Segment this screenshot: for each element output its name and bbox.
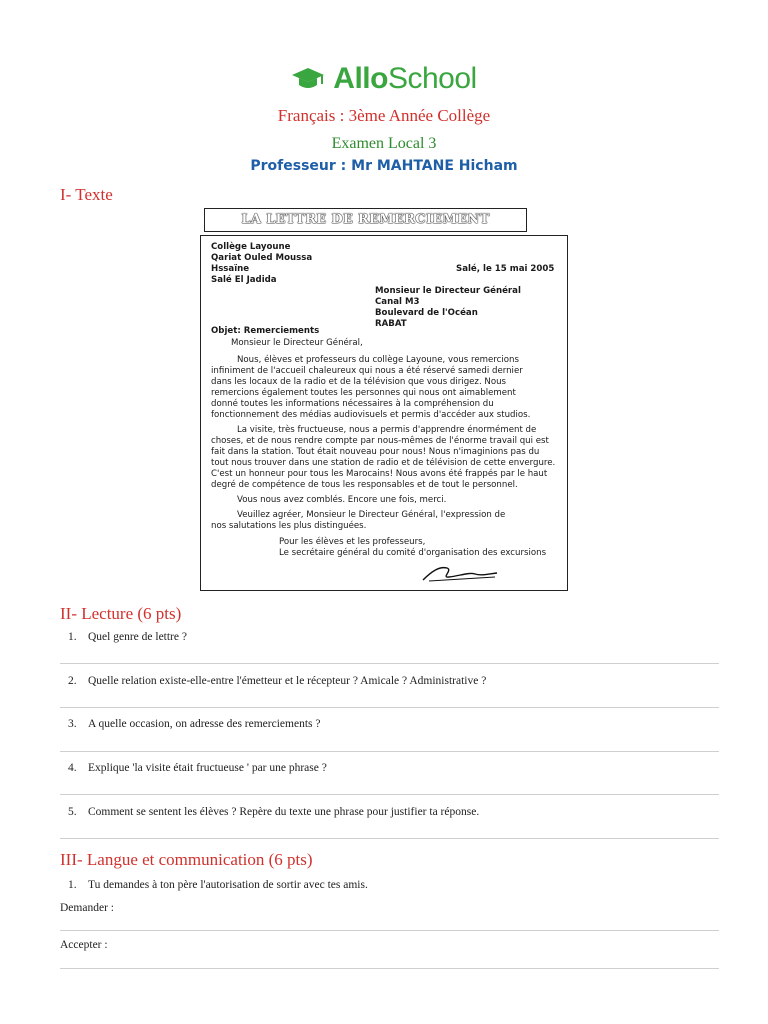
section-langue-heading: III- Langue et communication (6 pts)	[60, 850, 313, 869]
lecture-question: 3. A quelle occasion, on adresse des remerciements ?	[68, 718, 321, 730]
para2-line: degré de compétence de tous les responsables et de tout le personnel.	[211, 480, 518, 490]
letter-date: Salé, le 15 mai 2005	[456, 264, 555, 274]
para1-line: Nous, élèves et professeurs du collège Layoune, vous remercions	[237, 355, 519, 365]
subject-title: Français : 3ème Année Collège	[277, 106, 491, 125]
para3-line: Vous nous avez comblés. Encore une fois, merci.	[237, 495, 447, 505]
lecture-question: 4. Explique 'la visite était fructueuse ' par une phrase ?	[68, 762, 327, 774]
recipient-line: Monsieur le Directeur Général	[375, 286, 521, 296]
para2-line: La visite, très fructueuse, nous a permis d'apprendre énormément de	[237, 425, 537, 435]
para2-line: tout nous trouver dans une station de radio et de télévision de cette envergure.	[211, 458, 556, 468]
letter-salutation: Monsieur le Directeur Général,	[231, 338, 363, 348]
sender-line: Salé El Jadida	[211, 275, 277, 285]
para2-line: C'est un honneur pour tous les Marocains! Nous avons été frappés par le haut	[211, 469, 548, 479]
para4-line: nos salutations les plus distinguées.	[211, 521, 367, 531]
lecture-question: 5. Comment se sentent les élèves ? Repère du texte une phrase pour justifier ta réponse.	[68, 806, 480, 818]
answer-line	[60, 751, 719, 752]
graduation-cap-icon	[291, 66, 325, 92]
answer-line	[60, 707, 719, 708]
demander-label: Demander :	[60, 902, 114, 914]
para1-line: donné toutes les informations nécessaires à la compréhension du	[211, 399, 494, 409]
answer-line	[60, 838, 719, 839]
recipient-line: Canal M3	[375, 297, 420, 307]
section-lecture-heading: II- Lecture (6 pts)	[60, 604, 182, 623]
accepter-label: Accepter :	[60, 939, 108, 951]
para1-line: dans les locaux de la radio et de la télévision que vous dirigez. Nous	[211, 377, 507, 387]
section-texte-heading: I- Texte	[60, 185, 113, 204]
answer-line	[60, 794, 719, 795]
recipient-line: RABAT	[375, 319, 407, 329]
para2-line: fait dans la station. Tout était nouveau pour nous! Nous n'imaginions pas du	[211, 447, 540, 457]
letter-image	[200, 235, 568, 591]
para1-line: remercions également toutes les personnes qui nous ont aimablement	[211, 388, 516, 398]
logo-text: AlloSchool	[333, 62, 477, 95]
recipient-line: Boulevard de l'Océan	[375, 308, 478, 318]
exam-title: Examen Local 3	[331, 135, 437, 152]
lecture-question: 1. Quel genre de lettre ?	[68, 631, 187, 643]
answer-line	[60, 930, 719, 931]
answer-line	[60, 968, 719, 969]
sender-line: Hssaïne	[211, 264, 250, 274]
sender-line: Collège Layoune	[211, 242, 291, 252]
alloschool-logo	[0, 62, 768, 97]
para4-line: Veuillez agréer, Monsieur le Directeur Général, l'expression de	[237, 510, 506, 520]
langue-question: 1. Tu demandes à ton père l'autorisation de sortir avec tes amis.	[68, 879, 368, 891]
closing-line: Pour les élèves et les professeurs,	[279, 537, 426, 547]
sender-line: Qariat Ouled Moussa	[211, 253, 313, 263]
para1-line: infiniment de l'accueil chaleureux qui nous a été réservé samedi dernier	[211, 366, 523, 376]
letter-title: LA LETTRE DE REMERCIEMENT	[204, 208, 527, 232]
signature-icon	[419, 562, 499, 584]
answer-line	[60, 663, 719, 664]
closing-line: Le secrétaire général du comité d'organisation des excursions	[279, 548, 547, 558]
professor-name: Professeur : Mr MAHTANE Hicham	[250, 158, 518, 174]
lecture-question: 2. Quelle relation existe-elle-entre l'émetteur et le récepteur ? Amicale ? Administrative ?	[68, 675, 487, 687]
para2-line: choses, et de nous rendre compte par nous-mêmes de l'énorme travail qui est	[211, 436, 549, 446]
letter-object: Objet: Remerciements	[211, 326, 320, 336]
para1-line: fonctionnement des médias audiovisuels et permis d'accéder aux studios.	[211, 410, 531, 420]
